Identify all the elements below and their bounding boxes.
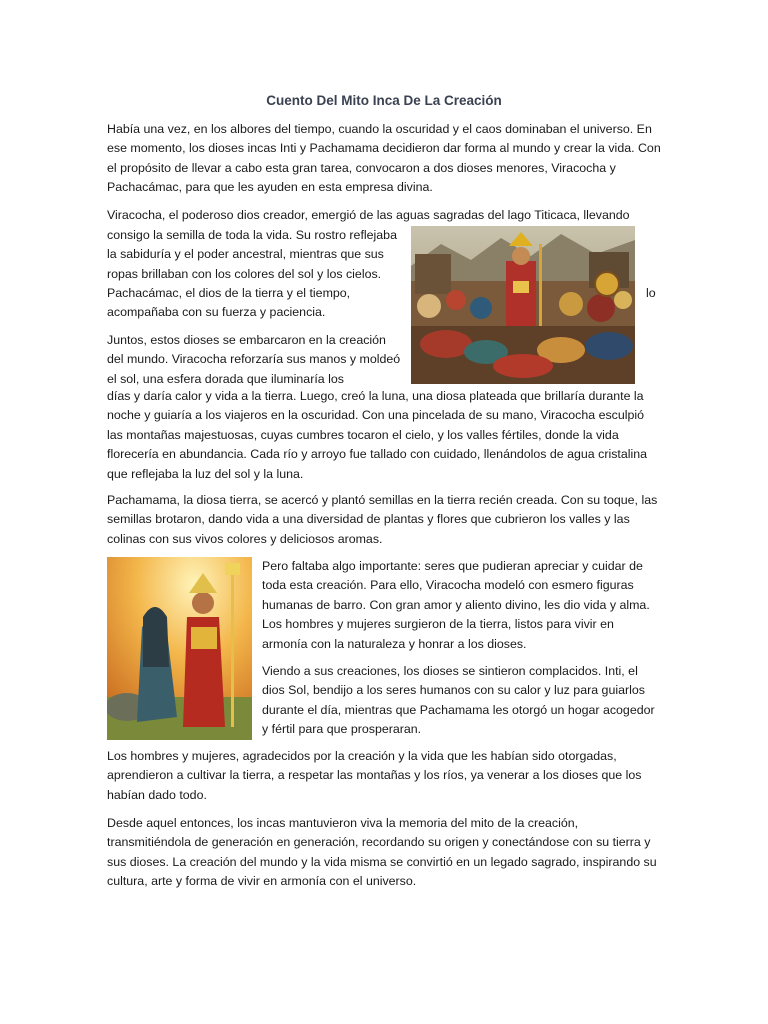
inti-pachamama-painting bbox=[107, 557, 252, 740]
paragraph-3-wrapped: Juntos, estos dioses se embarcaron en la creación del mundo. Viracocha reforzaría sus manos y moldeó el sol, una esfera dorada que iluminaría los bbox=[107, 333, 401, 386]
document-title: Cuento Del Mito Inca De La Creación bbox=[266, 93, 502, 108]
paragraph-2-wrapped: consigo la semilla de toda la vida. Su rostro reflejaba la sabiduría y el poder ancestral, mientras que sus ropas brillaban con los colores del sol y los cielos. Pachacámac, el dios de la tierra y el tiempo, bbox=[107, 228, 397, 301]
paragraph-2-lo: lo bbox=[646, 286, 656, 300]
paragraph-6: Viendo a sus creaciones, los dioses se sintieron complacidos. Inti, el dios Sol, bendijo a los seres humanos con su calor y luz para guiarlos durante el día, mientras que Pachamama les otorgó un hogar acogedor y fértil para que prosperaran. bbox=[262, 664, 655, 737]
paragraph-1: Había una vez, en los albores del tiempo, cuando la oscuridad y el caos dominaban el universo. En ese momento, los dioses incas Inti y Pachamama decidieron dar forma al mundo y crear la vida. Con el propósito de llevar a cabo esta gran tarea, convocaron a dos dioses menores, Viracocha y Pachacámac, para que les ayuden en esta empresa divina. bbox=[107, 122, 661, 195]
paragraph-3: días y daría calor y vida a la tierra. Luego, creó la luna, una diosa plateada que brillaría durante la noche y guiaría a los viajeros en la oscuridad. Con una pincelada de su mano, Viracocha esculpió las montañas majestuosas, cuyas cumbres tocaron el cielo, y los valles fértiles, donde la vida florecería en abundancia. Cada río y arroyo fue tallado con cuidado, llenándolos de agua cristalina que reflejaba la luz del sol y la luna. bbox=[107, 389, 648, 481]
paragraph-7: Los hombres y mujeres, agradecidos por la creación y la vida que les habían sido otorgadas, aprendieron a cultivar la tierra, a respetar las montañas y los ríos, ya venerar a los dioses que los habían dado todo. bbox=[107, 749, 642, 802]
paragraph-2-line-1: Viracocha, el poderoso dios creador, emergió de las aguas sagradas del lago Titicaca, llevando bbox=[107, 208, 630, 222]
inca-ceremony-painting bbox=[411, 226, 635, 384]
paragraph-5: Pero faltaba algo importante: seres que pudieran apreciar y cuidar de toda esta creación. Para ello, Viracocha modeló con esmero figuras humanas de barro. Con gran amor y aliento divino, les dio vida y alma. Los hombres y mujeres surgieron de la tierra, listos para vivir en armonía con la naturaleza y honrar a los dioses. bbox=[262, 559, 650, 651]
paragraph-8: Desde aquel entonces, los incas mantuvieron viva la memoria del mito de la creación, transmitiéndola de generación en generación, recordando su origen y conectándose con su tierra y sus dioses. La creación del mundo y la vida misma se convirtió en un legado sagrado, inspirando su cultura, arte y forma de vivir en armonía con el universo. bbox=[107, 816, 657, 889]
paragraph-2-end: acompañaba con su fuerza y paciencia. bbox=[107, 305, 326, 319]
paragraph-4: Pachamama, la diosa tierra, se acercó y plantó semillas en la tierra recién creada. Con su toque, las semillas brotaron, dando vida a una diversidad de plantas y flores que cubrieron los valles y las colinas con sus vivos colores y deliciosos aromas. bbox=[107, 493, 658, 546]
